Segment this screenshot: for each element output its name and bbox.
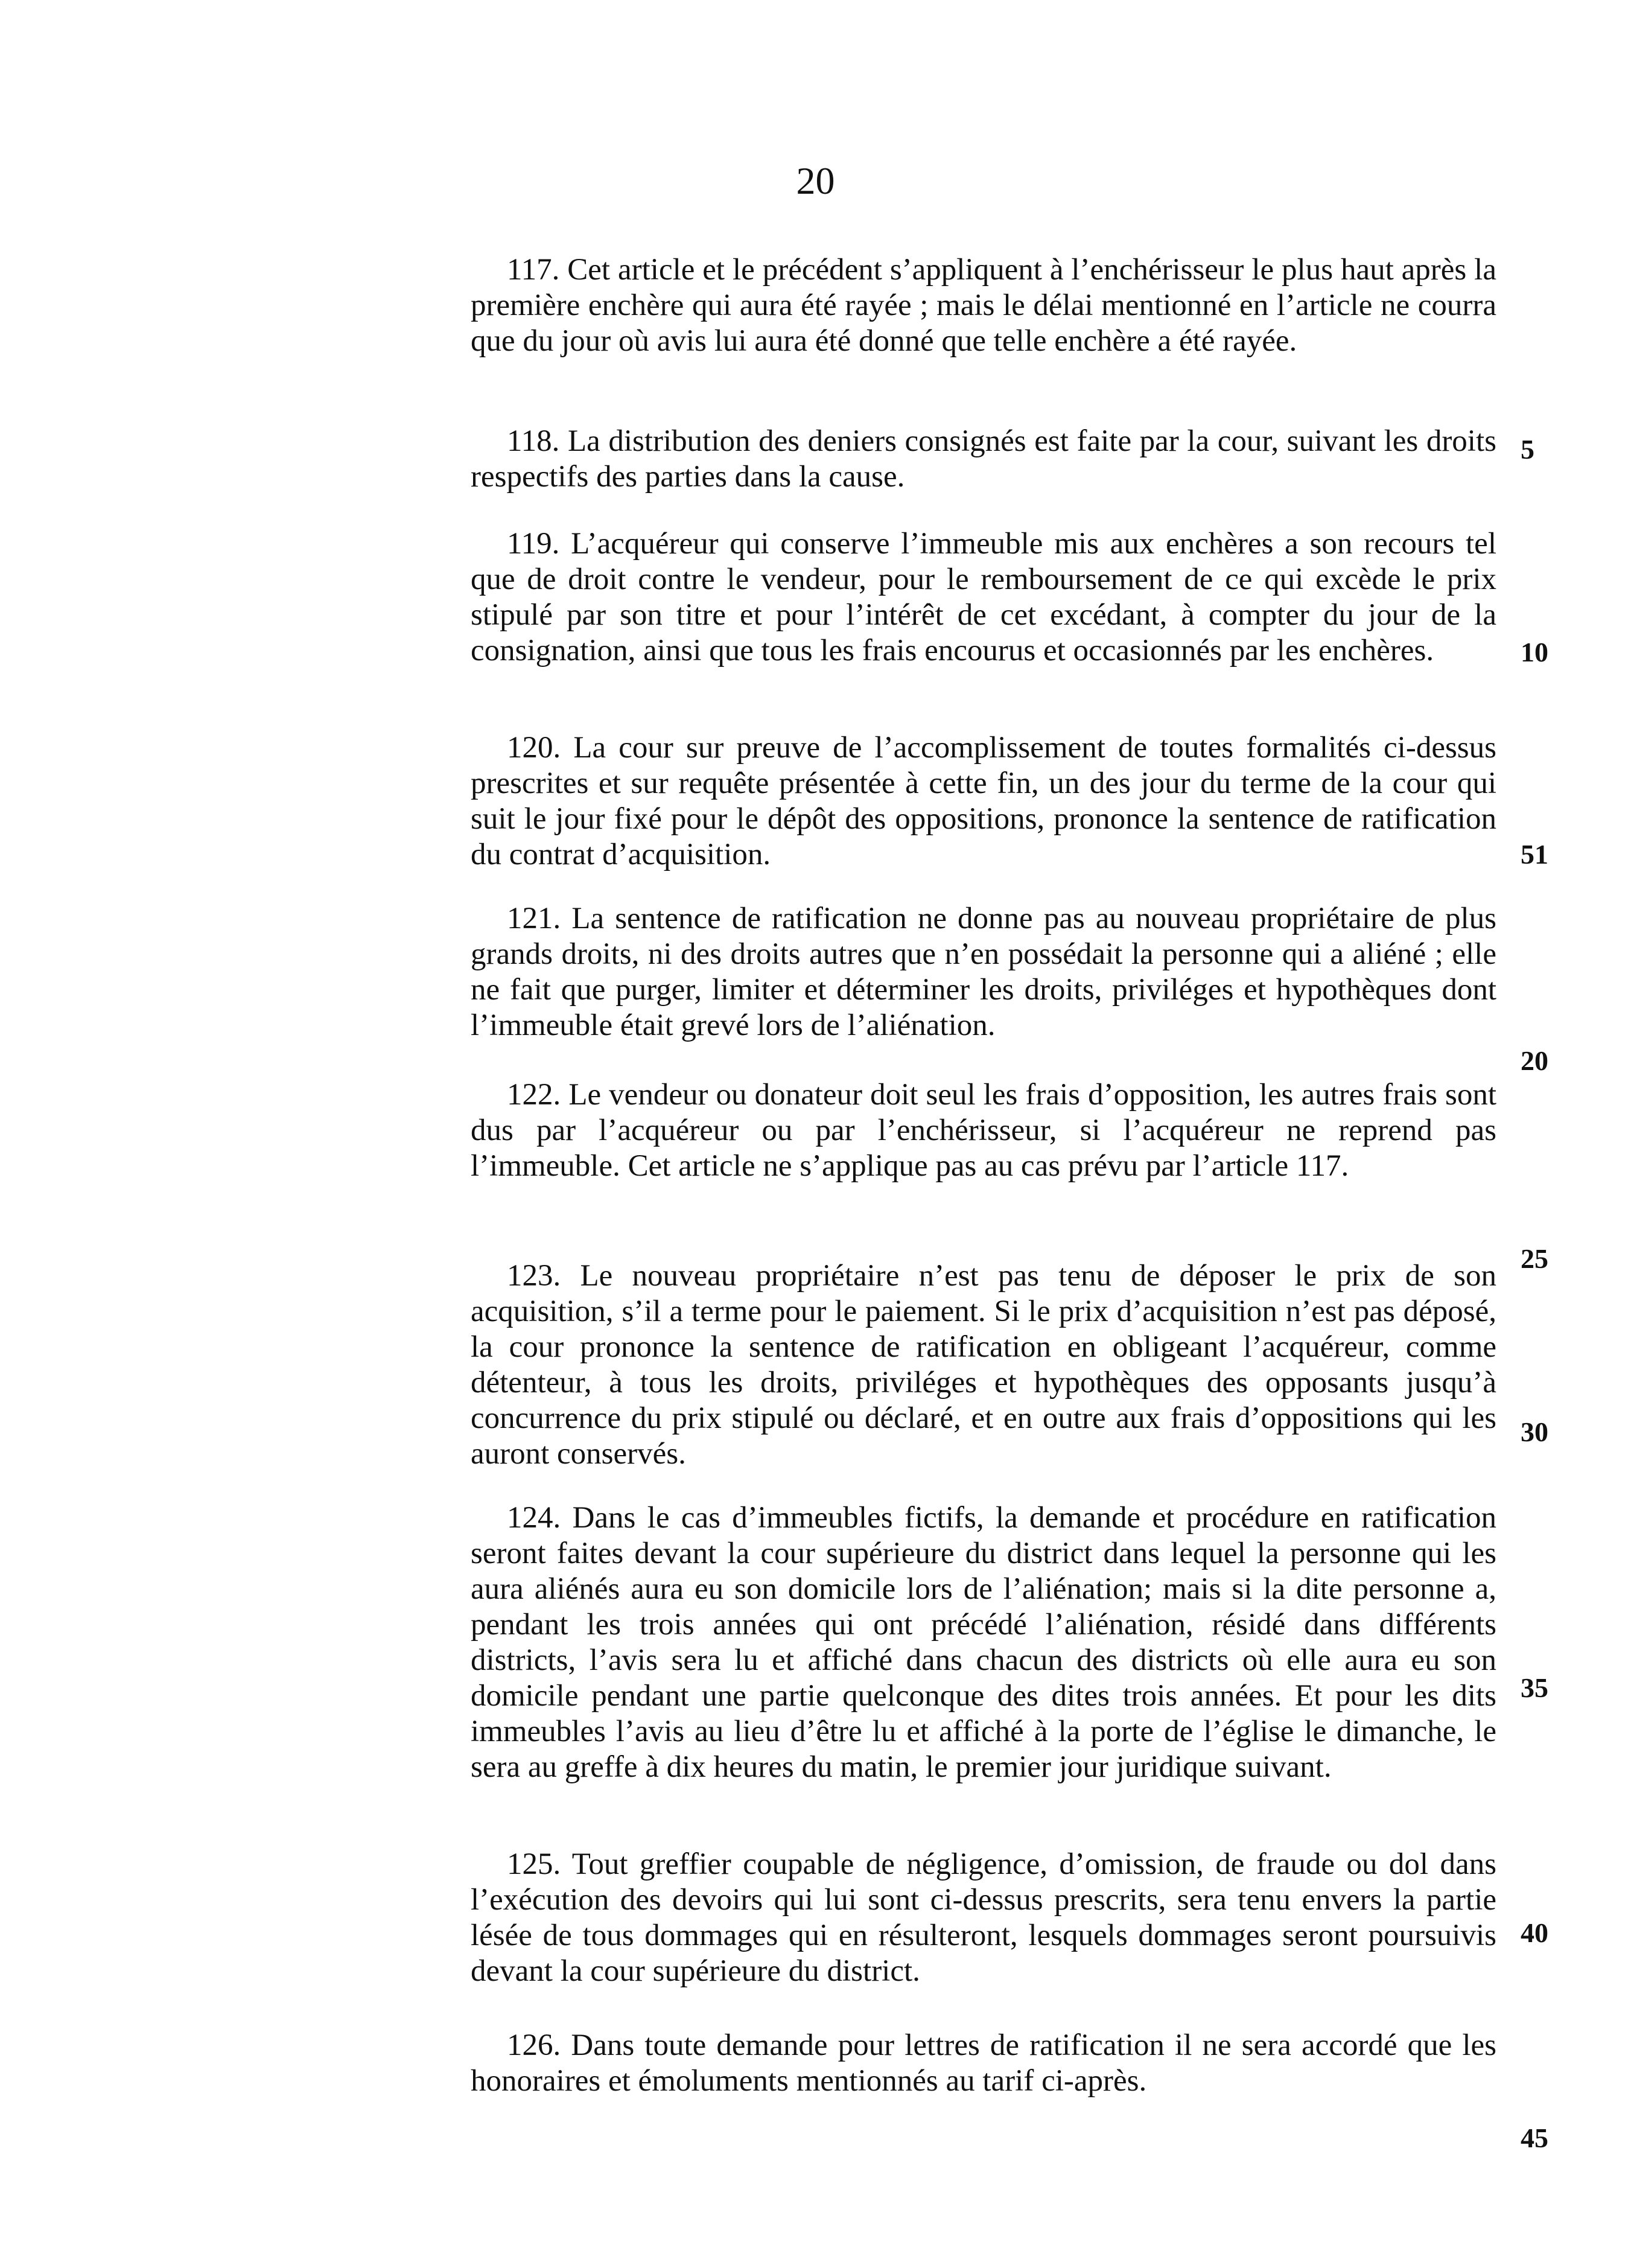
margin-line-number: 30 xyxy=(1521,1416,1548,1447)
article-number: 118. xyxy=(507,424,560,458)
article-text: Dans le cas d’immeubles fictifs, la demande et procédure en ratification seront faites devant la cour supérieure du district dans lequel la personne qui les aura aliénés aura eu son domicile lors de l’aliénation; mais si la dite personne a, pendant les trois années qui ont précédé l’aliénation, résidé dans différents districts, l’avis sera lu et affiché dans chacun des districts où elle aura eu son domicile pendant une partie quelconque des dites trois années. Et pour les dits immeubles l’avis au lieu d’être lu et affiché à la porte de l’église le dimanche, le sera au greffe à dix heures du matin, le premier jour juridique suivant. xyxy=(471,1501,1496,1784)
article-126 xyxy=(471,2028,1496,2099)
article-118 xyxy=(471,424,1496,495)
article-119 xyxy=(471,526,1496,669)
article-text: L’acquéreur qui conserve l’immeuble mis aux enchères a son recours tel que de droit contre le vendeur, pour le remboursement de ce qui excède le prix stipulé par son titre et pour l’intérêt de cet excédant, à compter du jour de la consignation, ainsi que tous les frais encourus et occasionnés par les enchères. xyxy=(471,527,1496,667)
article-text: La distribution des deniers consignés est faite par la cour, suivant les droits respectifs des parties dans la cause. xyxy=(471,424,1496,494)
article-text: Dans toute demande pour lettres de ratification il ne sera accordé que les honoraires et émoluments mentionnés au tarif ci-après. xyxy=(471,2028,1497,2098)
article-120 xyxy=(471,730,1496,873)
article-text: La sentence de ratification ne donne pas au nouveau propriétaire de plus grands droits, ni des droits autres que n’en possédait la personne qui a aliéné ; elle ne fait que purger, limiter et déterminer les droits, priviléges et hypothèques dont l’immeuble était grevé lors de l’aliénation. xyxy=(471,902,1496,1042)
margin-line-number: 10 xyxy=(1521,637,1548,667)
article-117 xyxy=(471,252,1496,359)
article-number: 119. xyxy=(507,527,560,561)
article-122 xyxy=(471,1077,1496,1184)
margin-line-number: 25 xyxy=(1521,1243,1548,1274)
article-number: 120. xyxy=(507,731,561,765)
margin-line-number: 35 xyxy=(1521,1672,1548,1703)
article-number: 126. xyxy=(507,2028,561,2062)
article-text: La cour sur preuve de l’accomplissement de toutes formalités ci-dessus prescrites et sur requête présentée à cette fin, un des jour du terme de la cour qui suit le jour fixé pour le dépôt des oppositions, prononce la sentence de ratification du contrat d’acquisition. xyxy=(471,731,1496,871)
article-123 xyxy=(471,1258,1496,1472)
article-number: 121. xyxy=(507,902,561,935)
page-number: 20 xyxy=(796,159,835,202)
margin-line-number: 40 xyxy=(1521,1917,1548,1948)
article-number: 125. xyxy=(507,1847,561,1881)
article-text: Cet article et le précédent s’appliquent à l’enchérisseur le plus haut après la première enchère qui aura été rayée ; mais le délai mentionné en l’article ne courra que du jour où avis lui aura été donné que telle enchère a été rayée. xyxy=(471,253,1496,358)
margin-line-number: 20 xyxy=(1521,1045,1548,1076)
margin-line-number: 5 xyxy=(1521,434,1534,465)
article-text: Le nouveau propriétaire n’est pas tenu de déposer le prix de son acquisition, s’il a terme pour le paiement. Si le prix d’acquisition n’est pas déposé, la cour prononce la sentence de ratification en obligeant l’acquéreur, comme détenteur, à tous les droits, priviléges et hypothèques des opposants jusqu’à concurrence du prix stipulé ou déclaré, et en outre aux frais d’oppositions qui les auront conservés. xyxy=(471,1259,1496,1471)
article-number: 117. xyxy=(507,253,560,287)
article-text: Le vendeur ou donateur doit seul les frais d’opposition, les autres frais sont dus par l’acquéreur ou par l’enchérisseur, si l’acquéreur ne reprend pas l’immeuble. Cet article ne s’applique pas au cas prévu par l’article 117. xyxy=(471,1078,1497,1183)
article-number: 124. xyxy=(507,1501,561,1535)
article-121 xyxy=(471,901,1496,1043)
article-number: 122. xyxy=(507,1078,561,1112)
margin-line-number: 45 xyxy=(1521,2123,1548,2153)
article-124 xyxy=(471,1500,1496,1785)
margin-line-number: 51 xyxy=(1521,839,1548,870)
article-125 xyxy=(471,1847,1496,1989)
article-number: 123. xyxy=(507,1259,561,1293)
article-text: Tout greffier coupable de négligence, d’omission, de fraude ou dol dans l’exécution des devoirs qui lui sont ci-dessus prescrits, sera tenu envers la partie lésée de tous dommages qui en résulteront, lesquels dommages seront poursuivis devant la cour supérieure du district. xyxy=(471,1847,1496,1988)
